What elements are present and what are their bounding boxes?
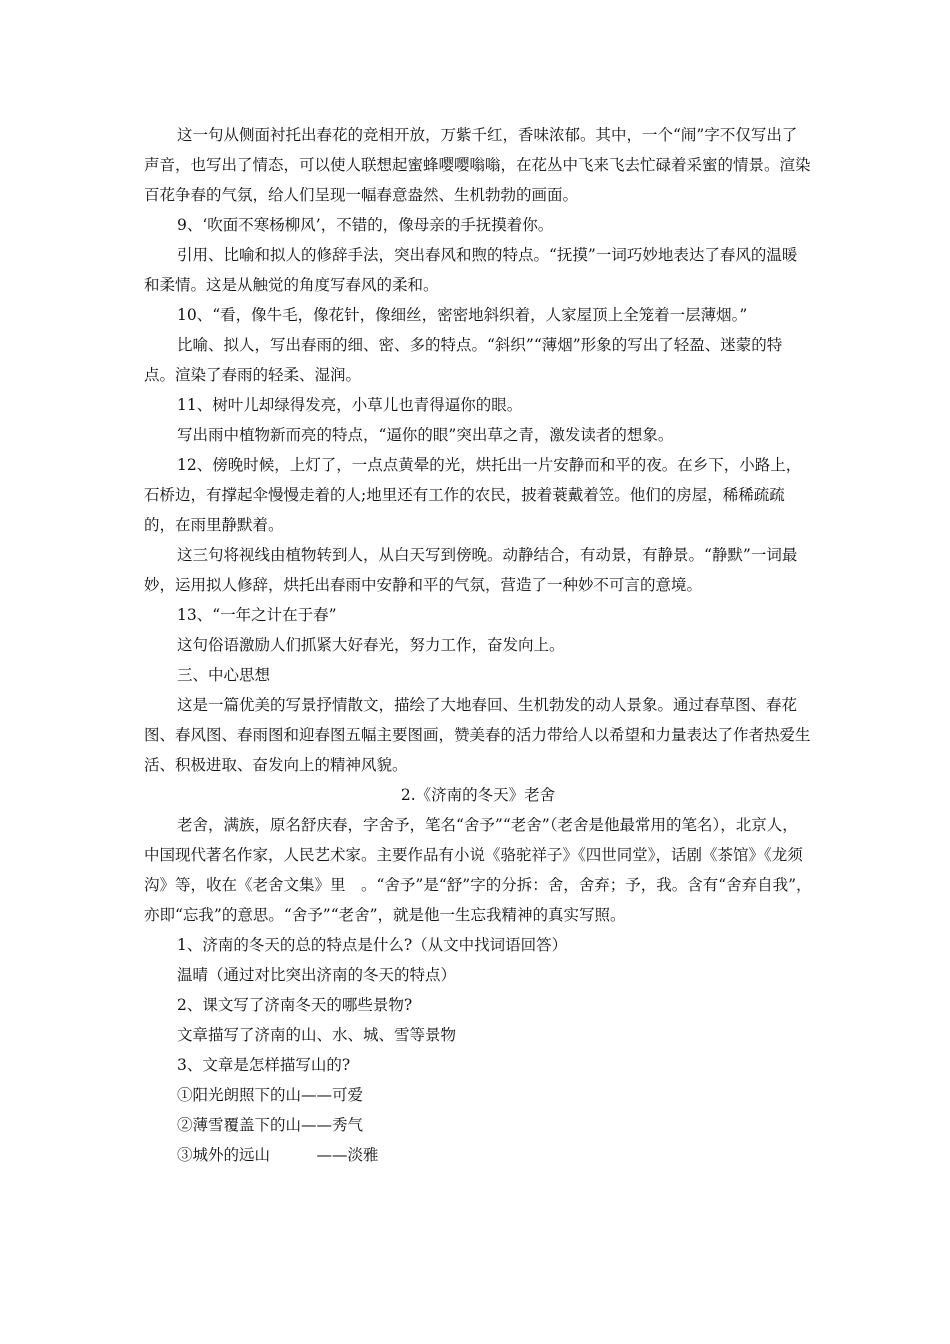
document-body (144, 120, 812, 1170)
question-2: 2、课文写了济南冬天的哪些景物? (177, 996, 413, 1014)
question-1: 1、济南的冬天的总的特点是什么?（从文中找词语回答） (177, 936, 568, 954)
item-13-analysis: 这句俗语激励人们抓紧大好春光，努力工作，奋发向上。 (177, 636, 565, 654)
item-10-analysis: 比喻、拟人，写出春雨的细、密、多的特点。“斜织”“薄烟”形象的写出了轻盈、迷蒙的特点。渲染了春雨的轻柔、湿润。 (144, 336, 783, 384)
item-12-quote: 12、傍晚时候，上灯了，一点点黄晕的光，烘托出一片安静而和平的夜。在乡下，小路上，石桥边，有撑起伞慢慢走着的人;地里还有工作的农民，披着蓑戴着笠。他们的房屋，稀稀疏疏的，在雨里静默着。 (144, 456, 802, 534)
paragraph-spring-flowers-analysis: 这一句从侧面衬托出春花的竞相开放，万紫千红，香味浓郁。其中，一个“闹”字不仅写出了声音，也写出了情态，可以使人联想起蜜蜂嘤嘤嗡嗡，在花丛中飞来飞去忙碌着采蜜的情景。渲染百花争春的气氛，给人们呈现一幅春意盎然、生机勃勃的画面。 (144, 126, 811, 204)
answer-3-item-3: ③城外的远山 ——淡雅 (177, 1146, 379, 1164)
lesson-title: 2.《济南的冬天》老舍 (400, 786, 556, 804)
section-heading-central-idea: 三、中心思想 (177, 666, 271, 684)
item-13-quote: 13、“一年之计在于春” (177, 606, 337, 624)
answer-2: 文章描写了济南的山、水、城、雪等景物 (177, 1026, 457, 1044)
author-bio: 老舍，满族，原名舒庆春，字舍予，笔名“舍予”“老舍”（老舍是他最常用的笔名），北京人，中国现代著名作家，人民艺术家。主要作品有小说《骆驼祥子》《四世同堂》，话剧《茶馆》《龙须沟》等，收在《老舍文集》里 。“舍予”是“舒”字的分拆：舍，舍弃；予，我。含有“舍弃自我”，亦即“忘我”的意思。“舍予”“老舍”，就是他一生忘我精神的真实写照。 (144, 816, 812, 924)
answer-1: 温晴（通过对比突出济南的冬天的特点） (177, 966, 457, 984)
central-idea-text: 这是一篇优美的写景抒情散文，描绘了大地春回、生机勃发的动人景象。通过春草图、春花图、春风图、春雨图和迎春图五幅主要图画，赞美春的活力带给人以希望和力量表达了作者热爱生活、积极进取、奋发向上的精神风貌。 (144, 696, 811, 774)
item-11-analysis: 写出雨中植物新而亮的特点，“逼你的眼”突出草之青，激发读者的想象。 (177, 426, 674, 444)
item-9-quote: 9、‘吹面不寒杨柳风’，不错的，像母亲的手抚摸着你。 (177, 216, 554, 234)
question-3: 3、文章是怎样描写山的? (177, 1056, 351, 1074)
item-11-quote: 11、树叶儿却绿得发亮，小草儿也青得逼你的眼。 (177, 396, 523, 414)
item-9-analysis: 引用、比喻和拟人的修辞手法，突出春风和煦的特点。“抚摸”一词巧妙地表达了春风的温暖和柔情。这是从触觉的角度写春风的柔和。 (144, 246, 798, 294)
answer-3-item-2: ②薄雪覆盖下的山——秀气 (177, 1116, 364, 1134)
item-12-analysis: 这三句将视线由植物转到人，从白天写到傍晚。动静结合，有动景，有静景。“静默”一词最妙，运用拟人修辞，烘托出春雨中安静和平的气氛，营造了一种妙不可言的意境。 (144, 546, 798, 594)
item-10-quote: 10、“看，像牛毛，像花针，像细丝，密密地斜织着，人家屋顶上全笼着一层薄烟。” (177, 306, 748, 324)
answer-3-item-1: ①阳光朗照下的山——可爱 (177, 1086, 364, 1104)
